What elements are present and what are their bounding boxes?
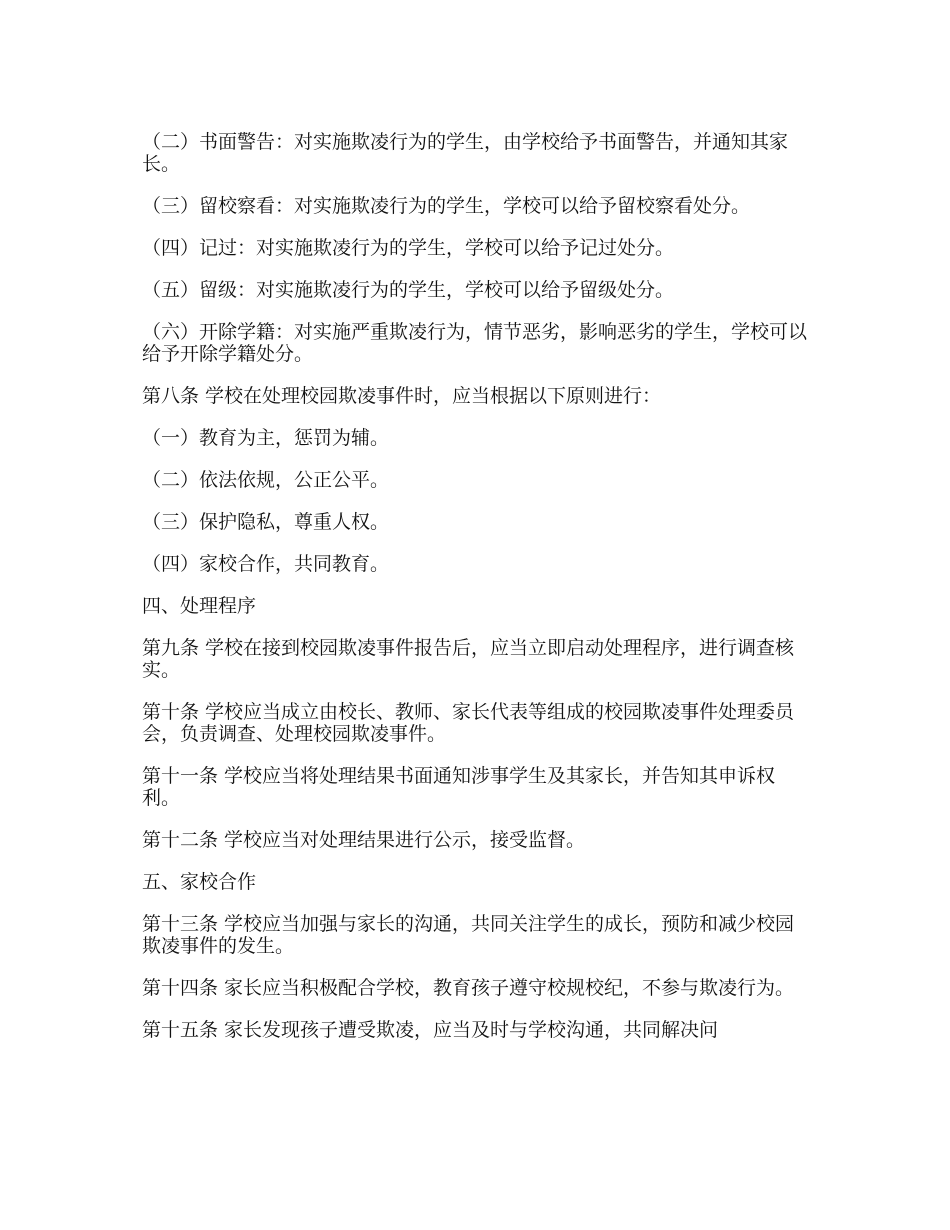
section-heading-procedure: 四、处理程序	[142, 595, 257, 617]
paragraph-principle-2: （二）依法依规，公正公平。	[142, 469, 390, 491]
paragraph-principle-1: （一）教育为主，惩罚为辅。	[142, 427, 390, 449]
paragraph-principle-3: （三）保护隐私，尊重人权。	[142, 511, 390, 533]
paragraph-article-11: 第十一条 学校应当将处理结果书面通知涉事学生及其家长，并告知其申诉权利。	[142, 765, 776, 809]
paragraph-article-10: 第十条 学校应当成立由校长、教师、家长代表等组成的校园欺凌事件处理委员会，负责调查、处理校园欺凌事件。	[142, 701, 795, 745]
document-body	[142, 131, 807, 1061]
section-heading-cooperation: 五、家校合作	[142, 871, 257, 893]
paragraph-article-13: 第十三条 学校应当加强与家长的沟通，共同关注学生的成长，预防和减少校园欺凌事件的发生。	[142, 913, 795, 957]
paragraph-article-12: 第十二条 学校应当对处理结果进行公示，接受监督。	[142, 829, 586, 851]
paragraph-probation: （三）留校察看：对实施欺凌行为的学生，学校可以给予留校察看处分。	[142, 195, 751, 217]
paragraph-article-8: 第八条 学校在处理校园欺凌事件时，应当根据以下原则进行：	[142, 385, 662, 407]
paragraph-article-15: 第十五条 家长发现孩子遭受欺凌，应当及时与学校沟通，共同解决问	[142, 1019, 719, 1041]
paragraph-article-9: 第九条 学校在接到校园欺凌事件报告后，应当立即启动处理程序，进行调查核实。	[142, 637, 795, 681]
paragraph-grade-retention: （五）留级：对实施欺凌行为的学生，学校可以给予留级处分。	[142, 279, 675, 301]
paragraph-article-14: 第十四条 家长应当积极配合学校，教育孩子遵守校规校纪，不参与欺凌行为。	[142, 977, 795, 999]
paragraph-demerit: （四）记过：对实施欺凌行为的学生，学校可以给予记过处分。	[142, 237, 675, 259]
paragraph-expulsion: （六）开除学籍：对实施严重欺凌行为，情节恶劣，影响恶劣的学生，学校可以给予开除学籍处分。	[142, 321, 808, 365]
paragraph-principle-4: （四）家校合作，共同教育。	[142, 553, 390, 575]
paragraph-written-warning: （二）书面警告：对实施欺凌行为的学生，由学校给予书面警告，并通知其家长。	[142, 131, 789, 175]
